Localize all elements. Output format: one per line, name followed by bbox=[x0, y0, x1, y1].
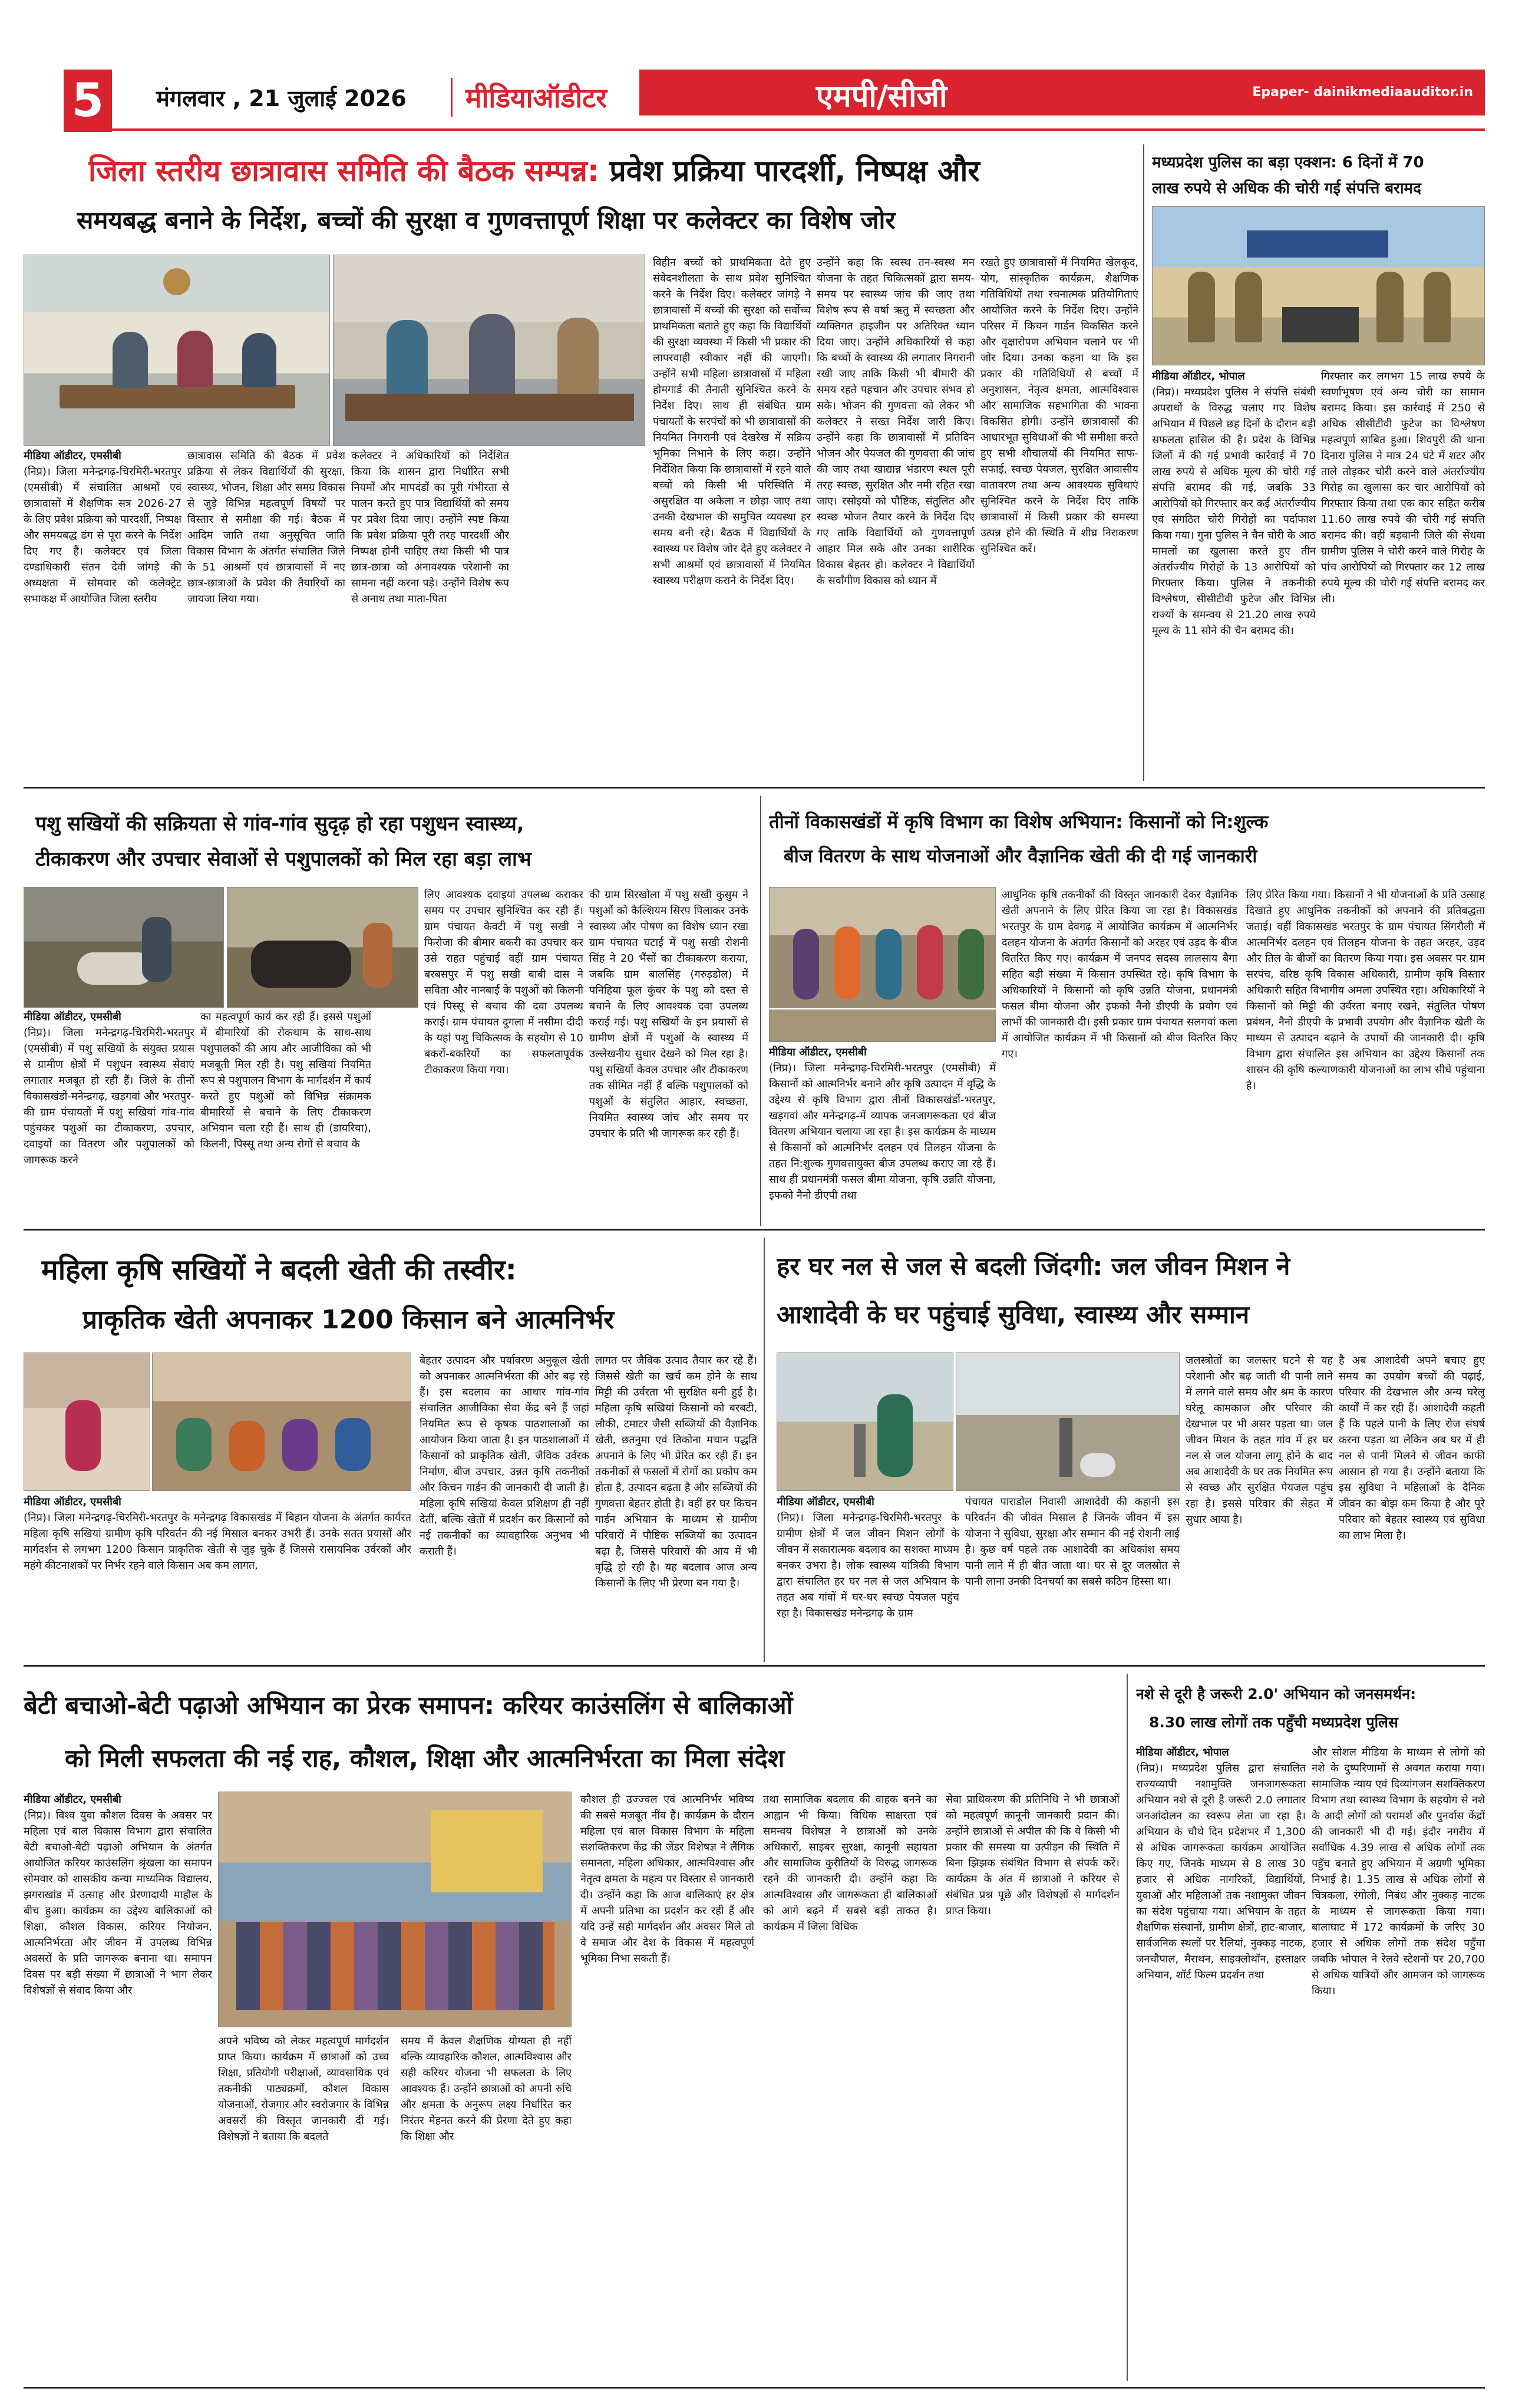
story6-column-1 bbox=[777, 1494, 959, 1659]
recovered-items bbox=[1282, 307, 1359, 342]
story7-byline: मीडिया ऑडीटर, एमसीबी bbox=[24, 1793, 121, 1806]
story5-column-3 bbox=[595, 1353, 757, 1659]
story5-text-3: लागत पर जैविक उत्पाद तैयार कर रहे हैं। जिससे खेती का खर्च कम होने के साथ मिट्टी की उर्वरता भी सुरक्षित बनी हुई है। महिला कृषि सखियां किसानों को बरबटी, लौकी, टमाटर जैसी सब्जियों की वैज्ञानिक खेती, छतनुमा एवं तिकोना मचान पद्धति अपनाने के लिए भी प्रेरित कर रही हैं। इन तकनीकों से फसलों में रोगों का प्रकोप कम होता है, उत्पादन बढ़ता है और सब्जियों की गुणवत्ता बेहतर होती है। वहीं हर घर किचन गार्डन अभियान के माध्यम से ग्रामीण परिवारों में पौष्टिक सब्जियों का उत्पादन बढ़ा है, जिससे परिवारों की आय में भी वृद्धि हो रही है। यह बदलाव आज अन्य किसानों के लिए भी प्रेरणा बन गया है। bbox=[595, 1354, 757, 1589]
story2-column-2 bbox=[1321, 368, 1485, 781]
story6-column-2 bbox=[965, 1494, 1180, 1659]
story2-text-1: (निप्र)। मध्यप्रदेश पुलिस ने संपत्ति संबंधी अपराधों के विरुद्ध चलाए गए विशेष अभियान में पिछले छह दिनों के दौरान बड़ी सफलता हासिल की है। प्रदेश के विभिन्न जिलों में की गई प्रभावी कार्रवाई में 70 लाख रुपये से अधिक मूल्य की चोरी गई संपत्ति बरामद की गई, जबकि 33 आरोपियों को गिरफ्तार कर कई अंतर्राज्यीय एवं संगठित चोरी गिरोहों का पर्दाफाश किया गया। गुना पुलिस ने चैन चोरी के आठ मामलों का खुलासा करते हुए तीन अंतर्राज्यीय गिरोहों के 13 आरोपियों को गिरफ्तार किया। पुलिस ने तकनीकी विश्लेषण, सीसीटीवी फुटेज और विभिन्न राज्यों के समन्वय से 21.20 लाख रुपये मूल्य के 11 सोने की चैन बरामद की। bbox=[1152, 386, 1316, 637]
story6-column-3 bbox=[1186, 1353, 1333, 1659]
story1-column-3 bbox=[351, 448, 509, 781]
police-officer-shape bbox=[1188, 272, 1215, 342]
person-shape bbox=[363, 923, 392, 988]
police-officer-shape bbox=[1235, 272, 1262, 342]
story7-column-1 bbox=[24, 1792, 212, 2381]
story1-column-2 bbox=[187, 448, 345, 781]
story1-column-4 bbox=[653, 255, 811, 781]
story6-text-3: जलस्त्रोतों का जलस्तर घटने से यह परेशानी और बढ़ जाती थी पानी लाने में लगने वाले समय और श्रम के कारण घरेलू कामकाज और परिवार की देखभाल पर भी असर पड़ता था। जल जीवन मिशन के तहत गांव में हर घर नल से जल योजना लागू होने के बाद अब आशादेवी के घर तक नियमित रूप से स्वच्छ और सुरक्षित पेयजल पहुंच रहा है। इससे परिवार की सेहत में सुधार आया है। bbox=[1186, 1354, 1333, 1526]
story5-byline: मीडिया ऑडीटर, एमसीबी bbox=[24, 1496, 121, 1508]
section-banner bbox=[639, 70, 1485, 116]
story3-column-4 bbox=[589, 887, 748, 1224]
person-shape bbox=[242, 333, 276, 387]
story4-headline-line2: बीज वितरण के साथ योजनाओं और वैज्ञानिक खेती की दी गई जानकारी bbox=[784, 846, 1257, 867]
story3-headline-line2: टीकाकरण और उपचार सेवाओं से पशुपालकों को मिल रहा बड़ा लाभ bbox=[35, 847, 531, 871]
person-shape bbox=[176, 1418, 212, 1471]
story5-text-2: बेहतर उत्पादन और पर्यावरण अनुकूल खेती को अपनाकर आत्मनिर्भरता की ओर बढ़ रहे हैं। इस बदलाव का आधार गांव-गांव संचालित आजीविका सेवा केंद्र बने हैं जहां नियमित रूप से कृषक पाठशालाओं का आयोजन किया जाता है। इन पाठशालाओं में किसानों को प्राकृतिक खेती, जैविक उर्वरक निर्माण, बीज उपचार, उन्नत कृषि तकनीकों और किचन गार्डन की जानकारी दी जाती है। महिला कृषि सखियां केवल प्रशिक्षण ही नहीं देतीं, बल्कि खेतों में प्रदर्शन कर किसानों को नई तकनीकों का व्यावहारिक अनुभव भी कराती हैं। bbox=[420, 1354, 589, 1558]
students-group bbox=[236, 1922, 554, 2010]
story2-headline-line1: मध्यप्रदेश पुलिस का बड़ा एक्शन: 6 दिनों में 70 bbox=[1152, 154, 1424, 171]
person-shape bbox=[282, 1419, 318, 1471]
story3-column-2 bbox=[200, 1009, 371, 1224]
story3-column-1 bbox=[24, 1009, 194, 1224]
person-shape bbox=[142, 917, 171, 982]
water-tap-icon bbox=[1059, 1418, 1072, 1477]
story3-text-3: लिए आवश्यक दवाइयां उपलब्ध कराकर समय पर उपचार सुनिश्चित कर रही हैं। ग्राम पंचायत केवटी में पशु सखी ने फिरोजा की बीमार बकरी का उपचार कर उसे राहत पहुंचाई वहीं ग्राम पंचायत बरबसपुर में पशु सखी बाबी दास ने सविता और नानबाई के पशुओं को किलनी एवं पिस्सू से बचाव की दवा उपलब्ध कराई। ग्राम पंचायत दुगला में नसीमा दीदी के यहां पशु चिकित्सक के सहयोग से 10 बकरों-बकरियों का सफलतापूर्वक टीकाकरण किया गया। bbox=[424, 889, 583, 1076]
story5-column-1 bbox=[24, 1494, 411, 1659]
story7-photo bbox=[218, 1792, 572, 2027]
person-shape bbox=[557, 318, 599, 395]
column-divider bbox=[764, 1238, 765, 1662]
story1-text-5: उन्होंने कहा कि स्वस्थ तन-स्वस्थ मन योजना के तहत चिकित्सकों द्वारा समय-समय पर स्वास्थ्य जांच की जाए तथा विशेष रूप से वर्षा ऋतु में स्वच्छता और व्यक्तिगत हाइजीन पर अतिरिक्त ध्यान दिया जाए। उन्होंने अधिकारियों से कहा कि बच्चों के स्वास्थ्य की लगातार निगरानी रखी जाए ताकि किसी भी बीमारी की समय रहते पहचान और उपचार संभव हो सके। भोजन की गुणवत्ता को लेकर भी कलेक्टर ने सख्त निर्देश जारी किए। उन्होंने कहा कि छात्रावासों में प्रतिदिन भोजन और पेयजल की गुणवत्ता की जांच की जाए तथा खाद्यान्न भंडारण स्थल पूरी तरह स्वच्छ, सुरक्षित और नमी रहित रखा जाए। रसोइयों को पौष्टिक, संतुलित और स्वच्छ भोजन तैयार करने के निर्देश दिए गए ताकि विद्यार्थियों को गुणवत्तापूर्ण आहार मिल सके और उनका शारीरिक विकास बेहतर हो। कलेक्टर ने विद्यार्थियों के सर्वांगीण विकास को ध्यान में bbox=[817, 256, 975, 587]
story7-text-5: तथा सामाजिक बदलाव की वाहक बनने का आह्वान भी किया। विधिक साक्षरता एवं समन्वय विशेषज्ञ ने छात्राओं को उनके अधिकारों, साइबर सुरक्षा, कानूनी सहायता और सामाजिक कुरीतियों के विरुद्ध जागरूक रहने की जानकारी दी। उन्होंने कहा कि आत्मविश्वास और जागरूकता ही बालिकाओं को आगे बढ़ने में सबसे बड़ी ताकत है। कार्यक्रम में जिला विधिक bbox=[763, 1793, 937, 1933]
masthead-divider bbox=[451, 78, 453, 117]
person-shape bbox=[113, 332, 148, 388]
story4-column-1 bbox=[769, 1044, 996, 1224]
page-number: 5 bbox=[64, 70, 112, 132]
story5-headline-line1: महिला कृषि सखियों ने बदली खेती की तस्वीर: bbox=[41, 1254, 517, 1287]
story7-text-2: अपने भविष्य को लेकर महत्वपूर्ण मार्गदर्शन प्राप्त किया। कार्यक्रम में छात्राओं को उच्च शिक्षा, प्रतियोगी परीक्षाओं, व्यावसायिक एवं तकनीकी पाठ्यक्रमों, कौशल विकास योजनाओं, रोजगार और स्वरोजगार के विभिन्न अवसरों की विस्तृत जानकारी दी गई। विशेषज्ञों ने बताया कि बदलते bbox=[218, 2035, 389, 2143]
story1-photo bbox=[24, 255, 330, 446]
story4-headline-line1: तीनों विकासखंडों में कृषि विभाग का विशेष अभियान: किसानों को नि:शुल्क bbox=[769, 812, 1269, 833]
story4-text-3: लिए प्रेरित किया गया। किसानों ने भी योजनाओं के प्रति उत्साह दिखाते हुए आधुनिक तकनीकों को अपनाने की प्रतिबद्धता जताई। वहीं विकासखंड भरतपुर के ग्राम पंचायत सिंगरौली में आत्मनिर्भर दलहन एवं तिलहन योजना के तहत अरहर, उड़द और तिल के बीजों का वितरण किया गया। इस अवसर पर ग्राम सरपंच, वरिष्ठ कृषि विकास अधिकारी, ग्रामीण कृषि विस्तार अधिकारी सहित विभागीय अमला उपस्थित रहा। अधिकारियों ने किसानों को मिट्टी की उर्वरता बनाए रखने, संतुलित पोषण प्रबंधन, नैनो डीएपी के प्रभावी उपयोग और वैज्ञानिक खेती के माध्यम से उत्पादन बढ़ाने के उपायों की जानकारी दी। कृषि विभाग द्वारा संचालित इस अभियान का उद्देश्य किसानों तक शासन की कृषि कल्याणकारी योजनाओं का लाभ सीधे पहुंचाना है। bbox=[1246, 889, 1485, 1092]
story7-headline-line1: बेटी बचाओ-बेटी पढ़ाओ अभियान का प्रेरक समापन: करियर काउंसलिंग से बालिकाओं bbox=[24, 1691, 793, 1720]
meeting-table bbox=[345, 394, 634, 421]
bottom-rule bbox=[24, 2387, 1485, 2389]
story1-headline-main: प्रवेश प्रक्रिया पारदर्शी, निष्पक्ष और bbox=[609, 154, 980, 188]
story8-column-2 bbox=[1312, 1744, 1485, 2381]
story4-text-2: आधुनिक कृषि तकनीकों की विस्तृत जानकारी देकर वैज्ञानिक खेती अपनाने के लिए प्रेरित किया जा रहा है। विकासखंड भरतपुर के ग्राम देवगढ़ में आयोजित कार्यक्रम में आत्मनिर्भर दलहन योजना के अंतर्गत किसानों को अरहर एवं उड़द के बीज वितरित किए गए। कार्यक्रम में जनपद सदस्य लालसाय बैगा सहित बड़ी संख्या में किसान उपस्थित रहे। कृषि विभाग के अधिकारियों ने किसानों को कृषि उन्नति योजना, प्रधानमंत्री फसल बीमा योजना और इफको नैनो डीएपी के प्रयोग एवं लाभों की जानकारी दी। इसी प्रकार ग्राम पंचायत सलगवां कला में आयोजित कार्यक्रम में भी किसानों को बीज वितरित किए गए। bbox=[1002, 889, 1237, 1060]
story3-headline-line1: पशु सखियों की सक्रियता से गांव-गांव सुदृढ़ हो रहा पशुधन स्वास्थ्य, bbox=[35, 812, 524, 836]
person-shape bbox=[335, 1418, 371, 1471]
story5-headline-line2: प्राकृतिक खेती अपनाकर 1200 किसान बने आत्मनिर्भर bbox=[82, 1305, 615, 1335]
masthead bbox=[0, 0, 1532, 127]
police-officer-shape bbox=[1424, 272, 1451, 342]
person-shape bbox=[387, 320, 428, 397]
emblem-icon bbox=[163, 268, 190, 295]
story6-text-2: पंचायत पाराडोल निवासी आशादेवी की कहानी इस परिवर्तन की जीवंत मिसाल है जिनके जीवन में इस योजना ने सुविधा, सुरक्षा और सम्मान की नई रोशनी लाई है। कुछ वर्ष पहले तक आशादेवी का अधिकांश समय पानी लाने में ही बीत जाता था। घर से दूर जलस्रोत से पानी लाना उनकी दिनचर्या का सबसे कठिन हिस्सा था। bbox=[965, 1496, 1180, 1588]
person-shape bbox=[793, 929, 819, 1000]
story3-byline: मीडिया ऑडीटर, एमसीबी bbox=[24, 1011, 121, 1023]
story2-column-1 bbox=[1152, 368, 1316, 781]
person-shape bbox=[65, 1400, 101, 1471]
story4-column-2 bbox=[1002, 887, 1237, 1224]
story4-text-1: (निप्र)। जिला मनेन्द्रगढ़-चिरमिरी-भरतपुर (एमसीबी) में किसानों को आत्मनिर्भर बनाने और कृषि उत्पादन में वृद्धि के उद्देश्य से कृषि विभाग द्वारा तीनों विकासखंडों-भरतपुर, खड़गवां और मनेन्द्रगढ़-में व्यापक जनजागरूकता एवं बीज वितरण अभियान चलाया जा रहा है। इस कार्यक्रम के माध्यम से किसानों को आत्मनिर्भर दलहन एवं तिलहन योजना के तहत नि:शुल्क गुणवत्तायुक्त बीज उपलब्ध कराए जा रहे हैं। साथ ही प्रधानमंत्री फसल बीमा योजना, कृषि उन्नति योजना, इफको नैनो डीएपी तथा bbox=[769, 1062, 996, 1202]
story8-byline: मीडिया ऑडीटर, भोपाल bbox=[1136, 1746, 1229, 1759]
section-title: एमपी/सीजी bbox=[816, 79, 947, 114]
story7-column-4 bbox=[580, 1792, 754, 2381]
story1-column-1 bbox=[24, 448, 181, 781]
story1-headline-line2: समयबद्ध बनाने के निर्देश, बच्चों की सुरक्षा व गुणवत्तापूर्ण शिक्षा पर कलेक्टर का विशेष जोर bbox=[77, 206, 896, 235]
column-divider bbox=[1143, 144, 1144, 781]
story6-headline-line2: आशादेवी के घर पहुंचाई सुविधा, स्वास्थ्य और सम्मान bbox=[777, 1300, 1250, 1329]
story1-byline: मीडिया ऑडीटर, एमसीबी bbox=[24, 450, 121, 462]
story5-text-1: (निप्र)। जिला मनेन्द्रगढ़-चिरमिरी-भरतपुर के मनेन्द्रगढ़ विकासखंड में बिहान योजना के अंतर्गत कार्यरत महिला कृषि सखियां ग्रामीण कृषि परिवर्तन की नई मिसाल बनकर उभरी हैं। उनके सतत प्रयासों और मार्गदर्शन से लगभग 1200 किसान प्राकृतिक खेती से जुड़ चुके हैं जिससे रासायनिक उर्वरकों और महंगे कीटनाशकों पर निर्भर रहने वाले किसान अब कम लागत, bbox=[24, 1512, 411, 1572]
person-shape bbox=[469, 314, 515, 397]
story8-headline-line1: नशे से दूरी है जरूरी 2.0' अभियान को जनसमर्थन: bbox=[1136, 1685, 1417, 1703]
story1-text-1: (निप्र)। जिला मनेन्द्रगढ़-चिरमिरी-भरतपुर (एमसीबी) में संचालित आश्रमों एवं छात्रावासों में शैक्षणिक सत्र 2026-27 के लिए प्रवेश प्रक्रिया को पारदर्शी, निष्पक्ष और समयबद्ध ढंग से पूरा करने के निर्देश दिए गए हैं। कलेक्टर एवं जिला दण्डाधिकारी संतन देवी जांगड़े की अध्यक्षता में सोमवार को कलेक्ट्रेट सभाकक्ष में आयोजित जिला स्तरीय bbox=[24, 466, 181, 605]
story6-photo bbox=[777, 1353, 953, 1491]
story7-column-2 bbox=[218, 2033, 389, 2381]
masthead-rule bbox=[64, 128, 1485, 131]
story4-photo bbox=[769, 887, 996, 1008]
story7-text-6: सेवा प्राधिकरण की प्रतिनिधि ने भी छात्राओं को महत्वपूर्ण कानूनी जानकारी प्रदान की। उन्होंने छात्राओं से अपील की कि वे किसी भी प्रकार की समस्या या उत्पीड़न की स्थिति में बिना झिझक संबंधित विभाग से संपर्क करें। कार्यक्रम के अंत में छात्राओं ने करियर से संबंधित प्रश्न पूछे और विशेषज्ञों से मार्गदर्शन प्राप्त किया। bbox=[946, 1793, 1120, 1917]
person-shape bbox=[229, 1421, 265, 1471]
story6-byline: मीडिया ऑडीटर, एमसीबी bbox=[777, 1496, 874, 1508]
story2-byline: मीडिया ऑडीटर, भोपाल bbox=[1152, 370, 1245, 382]
story4-photo-2 bbox=[769, 1010, 996, 1042]
story3-photo-2 bbox=[227, 887, 418, 1008]
person-shape bbox=[877, 1394, 913, 1477]
story7-headline-line2: को मिली सफलता की नई राह, कौशल, शिक्षा और आत्मनिर्भरता का मिला संदेश bbox=[65, 1744, 785, 1773]
story3-photo bbox=[24, 887, 224, 1008]
story1-text-6: रखते हुए छात्रावासों में नियमित खेलकूद, योग, सांस्कृतिक कार्यक्रम, शैक्षणिक गतिविधियों तथा रचनात्मक प्रतियोगिताएं आयोजित करने के निर्देश दिए। उन्होंने परिसर में किचन गार्डन विकसित करने और वृक्षारोपण अभियान चलाने पर भी जोर दिया। उनका कहना था कि इस प्रकार की गतिविधियों से बच्चों में अनुशासन, नेतृत्व क्षमता, आत्मविश्वास और सामाजिक सहभागिता की भावना विकसित होगी। उन्होंने छात्रावासों की आधारभूत सुविधाओं की भी समीक्षा करते हुए सभी शौचालयों की नियमित साफ-सफाई, स्वच्छ पेयजल, सुरक्षित आवासीय वातावरण तथा अन्य आवश्यक सुविधाएं सुनिश्चित करने के निर्देश दिए ताकि छात्रावासों में किसी प्रकार की समस्या उत्पन्न होने की स्थिति में शीघ्र निराकरण सुनिश्चित करें। bbox=[980, 256, 1138, 555]
story3-column-3 bbox=[424, 887, 583, 1224]
story7-column-6 bbox=[946, 1792, 1120, 2381]
person-shape bbox=[834, 926, 860, 1000]
story2-photo bbox=[1152, 206, 1485, 365]
story1-photo-2 bbox=[333, 255, 645, 446]
police-officer-shape bbox=[1376, 272, 1404, 342]
story8-column-1 bbox=[1136, 1744, 1306, 2381]
issue-date: मंगलवार , 21 जुलाई 2026 bbox=[156, 85, 407, 111]
story1-column-6 bbox=[980, 255, 1138, 781]
story6-photo-2 bbox=[956, 1353, 1180, 1491]
story1-headline-line1 bbox=[88, 149, 1061, 194]
story6-headline-line1: हर घर नल से जल से बदली जिंदगी: जल जीवन मिशन ने bbox=[777, 1252, 1290, 1281]
story1-headline-kicker: जिला स्तरीय छात्रावास समिति की बैठक सम्पन्न: bbox=[88, 154, 599, 188]
story5-photo bbox=[24, 1353, 150, 1491]
paper-name: मीडियाऑडीटर bbox=[465, 82, 607, 114]
buffalo-shape bbox=[251, 941, 351, 988]
poster-board bbox=[431, 1810, 543, 1892]
story2-text-2: गिरफ्तार कर लगभग 15 लाख रुपये के स्वर्णाभूषण एवं अन्य चोरी का सामान बरामद किया। इस कार्रवाई में 250 से अधिक सीसीटीवी फुटेज का विश्लेषण महत्वपूर्ण साबित हुआ। शिवपुरी की थाना दिनारा पुलिस ने मात्र 24 घंटे में शटर और ताले तोड़कर चोरी करने वाले अंतर्राज्यीय गिरोह का खुलासा कर चार आरोपियों को गिरफ्तार किया तथा एक कार सहित करीब 11.60 लाख रुपये की चोरी गई संपत्ति बरामद की। वहीं बड़वानी जिले की सेंधवा ग्रामीण पुलिस ने चोरी करने वाले गिरोह के पांच आरोपियों को गिरफ्तार कर 12 लाख रुपये मूल्य की चोरी गई संपत्ति बरामद कर ली। bbox=[1321, 370, 1485, 605]
story3-text-1: (निप्र)। जिला मनेन्द्रगढ़-चिरमिरी-भरतपुर (एमसीबी) में पशु सखियों के संयुक्त प्रयास से ग्रामीण क्षेत्रों में पशुधन स्वास्थ्य सेवाएं लगातार मजबूत हो रही हैं। जिले के तीनों विकासखंडों-मनेन्द्रगढ़, खड़गवां और भरतपुर-की ग्राम पंचायतों में पशु सखियां गांव-गांव पहुंचकर पशुओं का टीकाकरण, उपचार, दवाइयों का वितरण और पशुपालकों को जागरूक करने bbox=[24, 1027, 194, 1166]
person-shape bbox=[177, 331, 213, 387]
meeting-table bbox=[60, 385, 295, 408]
column-divider bbox=[1127, 1674, 1128, 2381]
story7-column-5 bbox=[763, 1792, 937, 2381]
story8-text-1: (निप्र)। मध्यप्रदेश पुलिस द्वारा संचालित राज्यव्यापी नशामुक्ति जनजागरूकता अभियान नशे से दूरी है जरूरी 2.0 लगातार जनआंदोलन का स्वरूप लेता जा रहा है। अभियान के चौथे दिन प्रदेशभर में 1,300 से अधिक जागरूकता कार्यक्रम आयोजित किए गए, जिनके माध्यम से 8 लाख 30 हजार से अधिक नागरिकों, विद्यार्थियों, युवाओं और महिलाओं तक नशामुक्त जीवन का संदेश पहुंचाया गया। अभियान के तहत शैक्षणिक संस्थानों, ग्रामीण क्षेत्रों, हाट-बाजार, सार्वजनिक स्थलों पर रैलियां, नुक्कड़ नाटक, जनचौपाल, मैराथन, साइक्लोथॉन, हस्ताक्षर अभियान, शॉर्ट फिल्म प्रदर्शन तथा bbox=[1136, 1762, 1306, 1981]
story3-text-2: का महत्वपूर्ण कार्य कर रही हैं। इससे पशुओं में बीमारियों की रोकथाम के साथ-साथ पशुपालकों की आय और आजीविका को भी मजबूती मिल रही है। पशु सखियां नियमित रूप से पशुपालन विभाग के मार्गदर्शन में कार्य करते हुए पशुओं को विभिन्न संक्रामक बीमारियों से बचाने के लिए टीकाकरण अभियान चला रही हैं। साथ ही (डायरिया), किलनी, पिस्सू तथा अन्य रोगों से बचाव के bbox=[200, 1011, 371, 1150]
story1-text-3: कलेक्टर ने अधिकारियों को निर्देशित किया कि शासन द्वारा निर्धारित सभी नियमों और मापदंडों का पूरी गंभीरता से पालन करते हुए पात्र विद्यार्थियों को समय पर प्रवेश दिया जाए। उन्होंने स्पष्ट किया कि प्रवेश प्रक्रिया पूरी तरह पारदर्शी और निष्पक्ष होनी चाहिए तथा किसी भी पात्र छात्र-छात्रा को अनावश्यक परेशानी का सामना नहीं करना पड़े। उन्होंने विशेष रूप से अनाथ तथा माता-पिता bbox=[351, 450, 509, 605]
story7-text-3: समय में केवल शैक्षणिक योग्यता ही नहीं बल्कि व्यावहारिक कौशल, आत्मविश्वास और सही करियर योजना भी सफलता के लिए आवश्यक हैं। उन्होंने छात्राओं को अपनी रुचि और क्षमता के अनुरूप लक्ष्य निर्धारित कर निरंतर मेहनत करने की प्रेरणा देते हुए कहा कि शिक्षा और bbox=[401, 2035, 572, 2143]
water-pot-icon bbox=[1080, 1453, 1115, 1477]
story5-column-2 bbox=[420, 1353, 589, 1659]
story8-text-2: और सोशल मीडिया के माध्यम से लोगों को नशे के दुष्परिणामों से अवगत कराया गया। सामाजिक न्याय एवं दिव्यांगजन सशक्तिकरण विभाग तथा स्वास्थ्य विभाग के सहयोग से नशे के आदी लोगों को परामर्श और पुनर्वास केंद्रों की जानकारी भी दी गई। इंदौर नगरीय में सर्वाधिक 4.39 लाख से अधिक लोगों तक पहुँच बनाते हुए अभियान में अग्रणी भूमिका निभाई है। 1.35 लाख से अधिक लोगों से चित्रकला, रंगोली, निबंध और नुक्कड़ नाटक के माध्यम से जागरूकता किया गया। बालाघाट में 172 कार्यक्रमों के जरिए 30 हजार से अधिक लोगों तक संदेश पहुँचा जबकि भोपाल ने रेलवे स्टेशनों पर 20,700 से अधिक यात्रियों और आमजन को जागरूक किया। bbox=[1312, 1746, 1485, 1997]
person-shape bbox=[876, 929, 902, 1000]
police-station-board bbox=[1247, 230, 1388, 258]
section-rule bbox=[24, 787, 1485, 789]
epaper-url: Epaper- dainikmediaauditor.in bbox=[1252, 85, 1473, 100]
story6-column-4 bbox=[1339, 1353, 1485, 1659]
water-tap-icon bbox=[854, 1424, 866, 1477]
section-rule bbox=[24, 1665, 1485, 1667]
story8-headline-line2: 8.30 लाख लोगों तक पहुँची मध्यप्रदेश पुलिस bbox=[1149, 1714, 1398, 1731]
story1-text-4: विहीन बच्चों को प्राथमिकता देते हुए संवेदनशीलता के साथ प्रवेश सुनिश्चित करने के निर्देश दिए। कलेक्टर जांगड़े ने छात्रावासों में बच्चों की सुरक्षा को सर्वोच्च प्राथमिकता बताते हुए कहा कि विद्यार्थियों की सुरक्षा व्यवस्था में किसी भी प्रकार की लापरवाही स्वीकार नहीं की जाएगी। उन्होंने सभी महिला छात्रावासों में महिला होमगार्ड की तैनाती सुनिश्चित करने के निर्देश दिए। साथ ही संबंधित ग्राम पंचायतों के सरपंचों को भी छात्रावासों की नियमित निगरानी एवं देखरेख में सक्रिय भूमिका निभाने के लिए कहा। उन्होंने निर्देशित किया कि छात्रावासों में रहने वाले बच्चों को किसी भी परिस्थिति में असुरक्षित या अकेला न छोड़ा जाए तथा उनकी देखभाल की समुचित व्यवस्था हर समय बनी रहे। बैठक में विद्यार्थियों के स्वास्थ्य पर विशेष जोर देते हुए कलेक्टर ने सभी आश्रमों एवं छात्रावासों में नियमित स्वास्थ्य परीक्षण कराने के निर्देश दिए। bbox=[653, 256, 811, 587]
story7-text-4: कौशल ही उज्ज्वल एवं आत्मनिर्भर भविष्य की सबसे मजबूत नींव हैं। कार्यक्रम के दौरान महिला एवं बाल विकास विभाग के महिला सशक्तिकरण केंद्र की जेंडर विशेषज्ञ ने लैंगिक समानता, महिला अधिकार, आत्मविश्वास और नेतृत्व क्षमता के महत्व पर विस्तार से जानकारी दी। उन्होंने कहा कि आज बालिकाएं हर क्षेत्र में अपनी प्रतिभा का प्रदर्शन कर रही हैं और यदि उन्हें सही मार्गदर्शन और अवसर मिले तो वे समाज और देश के विकास में महत्वपूर्ण भूमिका निभा सकती हैं। bbox=[580, 1793, 754, 1965]
column-divider bbox=[760, 796, 761, 1226]
story3-text-4: की ग्राम सिरखोला में पशु सखी कुसुम ने पशुओं को कैल्शियम सिरप पिलाकर उनके स्वास्थ्य और पोषण का विशेष ध्यान रखा ग्राम पंचायत घटाई में पशु सखी रोशनी सिंह ने 20 भैंसों का टीकाकरण कराया, जबकि ग्राम बालसिंह (गरुड़डोल) में पनिहिया फूल कुंवर के पशु को दस्त से बचाने के लिए आवश्यक दवा उपलब्ध कराई गई। पशु सखियों के इन प्रयासों से ग्रामीण क्षेत्रों में पशुओं के स्वास्थ्य में उल्लेखनीय सुधार देखने को मिल रहा है। पशु सखियों केवल उपचार और टीकाकरण तक सीमित नहीं हैं बल्कि पशुपालकों को पशुओं के संतुलित आहार, स्वच्छता, नियमित स्वास्थ्य जांच और समय पर उपचार के प्रति भी जागरूक कर रही हैं। bbox=[589, 889, 748, 1140]
story6-text-4: है अब आशादेवी अपने बचाए हुए समय का उपयोग बच्चों की पढ़ाई, परिवार की देखभाल और अन्य घरेलू कार्यों में कर रही हैं। आशादेवी कहती हैं कि पहले पानी के लिए रोज संघर्ष करना पड़ता था लेकिन अब घर में ही नल से पानी मिलने से जीवन काफी आसान हो गया है। उन्होंने बताया कि इस सुविधा ने महिलाओं के दैनिक जीवन का बोझ कम किया है और पूरे परिवार को बेहतर स्वास्थ्य एवं सुविधा का लाभ मिला है। bbox=[1339, 1354, 1485, 1542]
story1-text-2: छात्रावास समिति की बैठक में प्रवेश प्रक्रिया से लेकर विद्यार्थियों की सुरक्षा, स्वास्थ्य, भोजन, शिक्षा और समग्र विकास से जुड़े विभिन्न महत्वपूर्ण विषयों पर विस्तार से समीक्षा की गई। बैठक में आदिम जाति तथा अनुसूचित जाति विकास विभाग के अंतर्गत संचालित जिले के 51 आश्रमों एवं छात्रावासों में नए छात्र-छात्राओं के प्रवेश की तैयारियों का जायजा लिया गया। bbox=[187, 450, 345, 605]
person-shape bbox=[917, 925, 943, 1000]
story2-headline-line2: लाख रुपये से अधिक की चोरी गई संपत्ति बरामद bbox=[1152, 180, 1421, 197]
story6-text-1: (निप्र)। जिला मनेन्द्रगढ़-चिरमिरी-भरतपुर के ग्रामीण क्षेत्रों में जल जीवन मिशन लोगों के जीवन में सकारात्मक बदलाव का सशक्त माध्यम बनकर उभरा है। लोक स्वास्थ्य यांत्रिकी विभाग द्वारा संचालित हर घर नल से जल अभियान के तहत अब गांवों में घर-घर स्वच्छ पेयजल पहुंच रहा है। विकासखंड मनेन्द्रगढ़ के ग्राम bbox=[777, 1512, 959, 1619]
story4-column-3 bbox=[1246, 887, 1485, 1224]
story1-column-5 bbox=[817, 255, 975, 781]
story7-text-1: (निप्र)। विश्व युवा कौशल दिवस के अवसर पर महिला एवं बाल विकास विभाग द्वारा संचालित बेटी बचाओ-बेटी पढ़ाओ अभियान के अंतर्गत आयोजित करियर काउंसलिंग श्रृंखला का समापन सोमवार को शासकीय कन्या माध्यमिक विद्यालय, झगराखांड में उत्साह और प्रेरणादायी माहौल के बीच हुआ। कार्यक्रम का उद्देश्य बालिकाओं को शिक्षा, कौशल विकास, करियर नियोजन, आत्मनिर्भरता और जीवन में उपलब्ध विभिन्न अवसरों के प्रति जागरूक बनाना था। समापन दिवस पर बड़ी संख्या में छात्राओं ने भाग लेकर विशेषज्ञों से संवाद किया और bbox=[24, 1809, 212, 1997]
section-rule bbox=[24, 1229, 1485, 1231]
person-shape bbox=[958, 929, 984, 1000]
story5-photo-2 bbox=[152, 1353, 411, 1491]
story7-column-3 bbox=[401, 2033, 572, 2381]
story4-byline: मीडिया ऑडीटर, एमसीबी bbox=[769, 1046, 867, 1058]
